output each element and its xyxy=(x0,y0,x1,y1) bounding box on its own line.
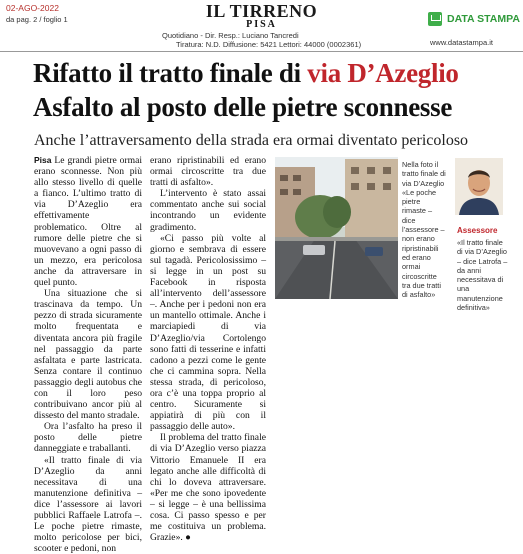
headline-line2: Asfalto al posto delle pietre sconnesse xyxy=(33,92,453,122)
paragraph xyxy=(34,155,142,288)
paragraph: Il problema del tratto finale di via D’Azeglio verso piazza Vittorio Emanuele II era legato anche alle difficoltà di chi lo doveva attraversare. «Per me che sono ipovedente – si legge – è una bellissima cosa. Ci passo spesso e per me costituiva un problema. Grazie». ● xyxy=(150,432,266,544)
newspaper-name: IL TIRRENO xyxy=(205,1,318,21)
newspaper-meta-line1: Quotidiano - Dir. Resp.: Luciano Tancredi xyxy=(162,31,299,40)
paragraph: erano ripristinabili ed erano ormai circoscritte tra due tratti di asfalto». xyxy=(150,155,266,189)
paragraph: Una situazione che si trascinava da tempo. Un pezzo di strada sicuramente molto frequentata e diventata ancora più fragile nel passaggio da parte asfaltata e parte lastricata. Senza contare il continuo passaggio degli autobus che con il loro peso contribuivano ancor più al dissesto del manto stradale. xyxy=(34,288,142,422)
paragraph: L’intervento è stato assai commentato anche sui social incontrando un evidente gradimento. xyxy=(150,188,266,233)
street-photo xyxy=(275,157,398,299)
portrait-caption-title: Assessore xyxy=(457,226,498,235)
paragraph: «Il tratto finale di via D’Azeglio da anni necessitava di una manutenzione definitiva – dice l’assessore ai lavori pubblici Raffaele Latrofa –. Le poche pietre rimaste, molto pericolose per bici, scooter e pedoni, non xyxy=(34,454,142,554)
page-label: da pag. 2 / foglio 1 xyxy=(6,15,68,24)
portrait-caption: «Il tratto finale di via D’Azeglio – dice Latrofa – da anni necessitava di una manutenzione definitiva» xyxy=(457,238,508,313)
data-stampa-label: DATA STAMPA xyxy=(447,13,520,25)
vertical-edge-text xyxy=(511,150,519,490)
dateline-location: Pisa xyxy=(34,155,52,165)
article-column-2 xyxy=(150,155,266,543)
data-stampa-logo xyxy=(428,12,520,26)
data-stampa-icon xyxy=(428,12,442,26)
article-column-1 xyxy=(34,155,142,554)
newspaper-meta-line2: Tiratura: N.D. Diffusione: 5421 Lettori: 44000 (0002361) xyxy=(176,40,362,49)
header-divider xyxy=(0,51,523,52)
article-subtitle: Anche l’attraversamento della strada era ormai diventato pericoloso xyxy=(34,132,469,149)
paragraph: «Ci passo più volte al giorno e sembrava di essere sul tagadà. Pericolosissimo – si legge in un post su Facebook in risposta all’intervento dell’assessore –. Anche per i pedoni non era un mantello ottimale. Anche i marciapiedi di via D’Azeglio/via Cortolengo sono fatti di tesserine e infatti cadono a pezzi come le gente che ci cammina sopra. Nella stessa strada, di pericoloso, ora c’è una toppa proprio al centro. Sicuramente si appiatirà di più con il passaggio delle auto». xyxy=(150,232,266,433)
photo-caption: Nella foto il tratto finale di via D’Azeglio «Le poche pietre rimaste – dice l’assessore – non erano ripristinabili ed erano ormai circoscritte tra due tratti di asfalto» xyxy=(402,160,446,300)
newspaper-edition: PISA xyxy=(246,19,277,30)
paragraph: Ora l’asfalto ha preso il posto delle pietre danneggiate e traballanti. xyxy=(34,421,142,455)
headline-highlight: via D’Azeglio xyxy=(307,58,459,88)
paragraph-text: Le grandi pietre ormai erano sconnesse. Non più allo stesso livello di quelle a fianco. L’ultimo tratto di via D’Azeglio era effettivamente problematico. Oltre al rumore delle pietre che si muovevano a ogni passo di un mezzo, era pericolosa anche da attraversare in quel punto. xyxy=(34,155,142,289)
headline-line1 xyxy=(33,58,459,89)
street-photo-image xyxy=(275,157,398,299)
date-label: 02-AGO-2022 xyxy=(6,3,59,13)
data-stampa-url[interactable]: www.datastampa.it xyxy=(430,38,493,47)
assessore-portrait xyxy=(455,158,503,215)
headline-part1: Rifatto il tratto finale di xyxy=(33,58,308,88)
portrait-image xyxy=(455,158,503,215)
